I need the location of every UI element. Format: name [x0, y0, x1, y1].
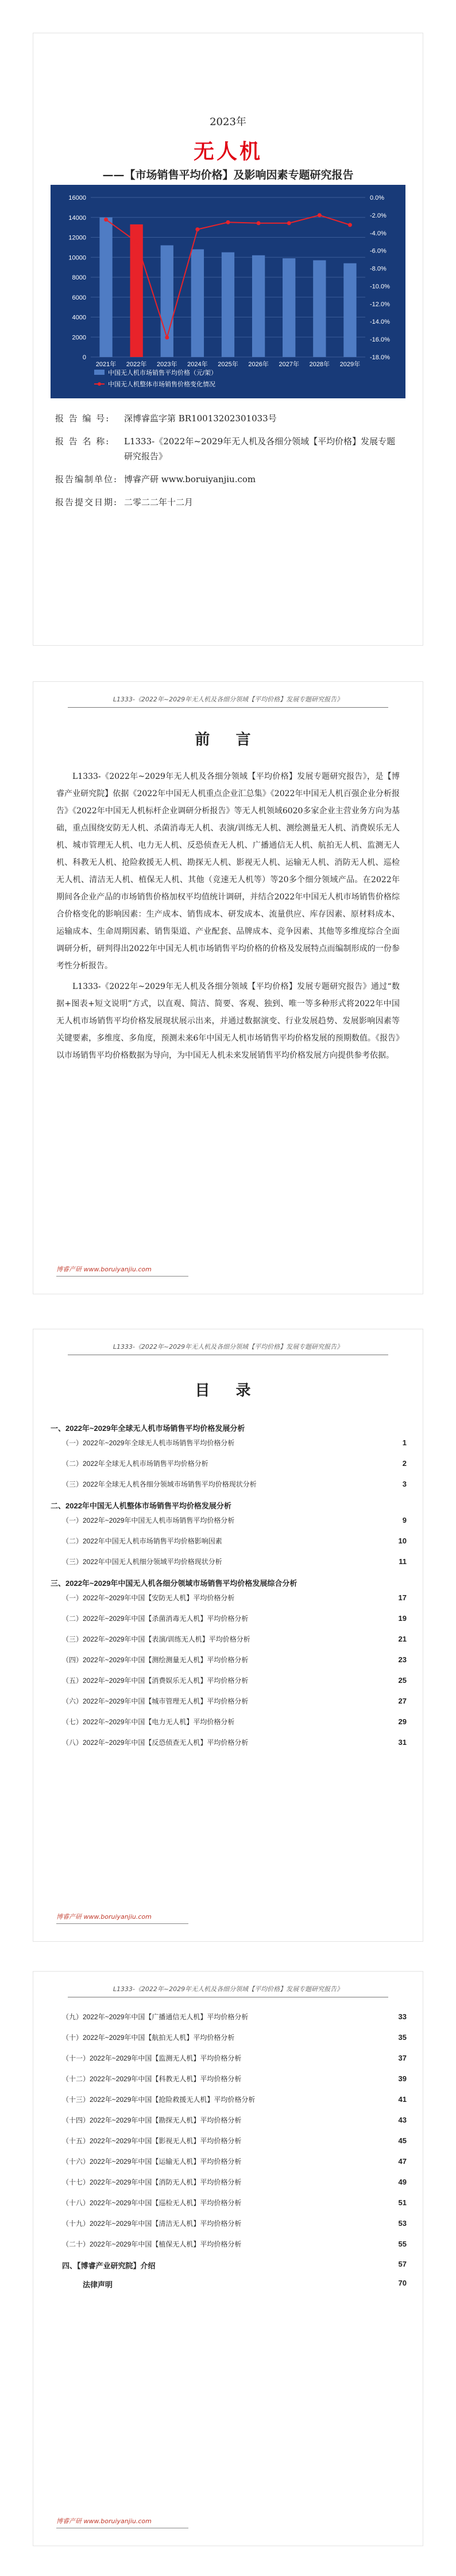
- toc-entry[interactable]: [51, 1655, 407, 1665]
- toc-entry-label: （四）2022年~2029年中国【测绘测量无人机】平均价格分析: [62, 1656, 249, 1664]
- toc-page-number: 21: [398, 1635, 407, 1643]
- y-right-tick-label: -14.0%: [370, 319, 390, 326]
- toc-page-number: 49: [398, 2178, 407, 2186]
- toc-page-number: 1: [402, 1438, 407, 1447]
- cover-subtitle: ——【市场销售平均价格】及影响因素专题研究报告: [102, 169, 354, 181]
- y-right-tick-label: -10.0%: [370, 283, 390, 290]
- toc-entry[interactable]: [51, 1613, 407, 1623]
- preface-paragraph: L1333-《2022年~2029年无人机及各细分领域【平均价格】发展专题研究报告》，是【博睿产业研究院】依据《2022年中国无人机重点企业汇总集》《2022年中国无人机百强企业分析报告》《2022年中国无人机标杆企业调研分析报告》等无人机领域6020多家企业主营业务方向为基础，重点围绕安防无人机、杀菌消毒无人机、表演/训练无人机、测绘测量无人机、消费娱乐无人机、城市管理无人机、电力无人机、反恐侦查无人机、广播通信无人机、航拍无人机、监测无人机、科教无人机、抢险救援无人机、勘探无人机、影视无人机、运输无人机、消防无人机、巡检无人机、清洁无人机、植保无人机、其他（竞速无人机等）等20多个细分领域产品。在2022年期间各企业产品的市场销售价格加权平均值统计调研，并结合2022年中国无人机市场销售价格综合价格变化的影响因素：生产成本、销售成本、研发成本、流量供应、库存因素、原材料成本、运输成本、生命周期因素、销售渠道、产业配套、品牌成本、竞争因素、其他等多维度综合全面调研分析，研判得出2022年中国无人机市场销售平均价格的价格及发展特点而编制形成的一份参考性分析报告。: [56, 772, 400, 971]
- toc-entry-label: （二）2022年~2029年中国【杀菌消毒无人机】平均价格分析: [62, 1615, 249, 1623]
- legend-marker-line: [98, 382, 101, 386]
- preface-title: 前 言: [195, 731, 261, 748]
- toc-entry[interactable]: [51, 1515, 407, 1525]
- toc-entry[interactable]: [51, 2115, 407, 2125]
- toc-entry[interactable]: [51, 1593, 407, 1603]
- line-point: [257, 221, 261, 225]
- y-right-tick-label: -8.0%: [370, 265, 387, 273]
- toc-entry-legal[interactable]: [51, 2279, 407, 2290]
- toc-entry-label: （二）2022年中国无人机市场销售平均价格影响因素: [62, 1537, 222, 1545]
- bar: [222, 253, 234, 357]
- preface-paragraph: L1333-《2022年~2029年无人机及各细分领域【平均价格】发展专题研究报告》通过“数据+图表+短文说明”方式，以直观、简洁、简要、客观、独到、唯一等多种形式将2022年中国无人机市场销售平均价格发展现状展示出来，并通过数据演变、行业发展趋势、发展影响因素等关键要素，多维度、多角度，预测未来6年中国无人机市场销售平均价格发展的预期数值。《报告》以市场销售平均价格数据为导向，为中国无人机未来发展销售平均价格发展方向提供参考依据。: [56, 982, 400, 1060]
- y-left-tick-label: 10000: [68, 254, 86, 262]
- info-label: 报 告 编 号:: [55, 413, 110, 424]
- info-value: 二零二二年十二月: [124, 497, 194, 507]
- toc-page-number: 25: [398, 1676, 407, 1685]
- cover-year: 2023年: [210, 116, 246, 128]
- toc-entry-label: （十六）2022年~2029年中国【运输无人机】平均价格分析: [62, 2158, 242, 2166]
- toc-entry-label: （十二）2022年~2029年中国【科教无人机】平均价格分析: [62, 2075, 242, 2083]
- y-right-tick-label: -18.0%: [370, 354, 390, 361]
- toc-entry[interactable]: [51, 2218, 407, 2228]
- toc-entry-label: （一）2022年~2029年中国【安防无人机】平均价格分析: [62, 1594, 235, 1602]
- toc-entry[interactable]: [51, 2032, 407, 2042]
- x-tick-label: 2025年: [218, 361, 238, 368]
- toc-page-number: 37: [398, 2054, 407, 2062]
- line-point: [287, 221, 291, 225]
- toc-page-number: 33: [398, 2012, 407, 2021]
- x-tick-label: 2028年: [309, 361, 330, 368]
- toc-entry-label: （十九）2022年~2029年中国【清洁无人机】平均价格分析: [62, 2220, 242, 2228]
- preface-page: [33, 682, 423, 1294]
- toc-entry-label: （十八）2022年~2029年中国【巡检无人机】平均价格分析: [62, 2199, 242, 2207]
- bar: [283, 258, 295, 357]
- y-right-tick-label: -12.0%: [370, 301, 390, 308]
- toc-entry-section[interactable]: [51, 2260, 407, 2271]
- toc-entry[interactable]: [51, 2094, 407, 2104]
- toc-page-number: 47: [398, 2157, 407, 2166]
- page-footer: 博睿产研 www.boruiyanjiu.com: [56, 1912, 188, 1924]
- x-tick-label: 2022年: [126, 361, 147, 368]
- toc-entry[interactable]: [51, 1675, 407, 1685]
- info-row-name: [55, 434, 400, 464]
- y-left-tick-label: 16000: [68, 195, 86, 201]
- y-left-tick-label: 2000: [72, 334, 86, 342]
- toc-entry[interactable]: [51, 1536, 407, 1546]
- bar: [252, 255, 265, 357]
- toc-continued-list: [51, 2012, 407, 2290]
- bar: [99, 218, 112, 357]
- toc-page-number: 57: [398, 2260, 407, 2268]
- toc-entry[interactable]: [51, 2198, 407, 2208]
- toc-section-heading: 三、2022年~2029年中国无人机各细分领域市场销售平均价格发展综合分析: [51, 1579, 297, 1588]
- x-tick-label: 2021年: [95, 361, 117, 368]
- x-tick-label: 2027年: [279, 361, 299, 368]
- toc-entry-label: （七）2022年~2029年中国【电力无人机】平均价格分析: [62, 1718, 235, 1726]
- toc-page-number: 3: [402, 1480, 407, 1488]
- info-value: L1333-《2022年~2029年无人机及各细分领域【平均价格】发展专题研究报告》: [124, 436, 396, 461]
- legend-swatch-bar: [94, 370, 105, 375]
- info-label: 报告编制单位:: [55, 474, 118, 484]
- y-right-tick-label: -16.0%: [370, 336, 390, 344]
- line-point: [134, 240, 138, 244]
- toc-entry[interactable]: [51, 2239, 407, 2249]
- toc-continued-page: [33, 1972, 423, 2546]
- toc-page-number: 39: [398, 2074, 407, 2083]
- toc-entry-label: （六）2022年~2029年中国【城市管理无人机】平均价格分析: [62, 1697, 249, 1705]
- toc-entry[interactable]: [51, 1634, 407, 1644]
- toc-page-number: 31: [398, 1738, 407, 1747]
- toc-entry[interactable]: [51, 1717, 407, 1727]
- toc-page-number: 9: [402, 1516, 407, 1524]
- y-left-tick-label: 14000: [68, 214, 86, 222]
- toc-page-number: 45: [398, 2136, 407, 2145]
- toc-entry-label: （十一）2022年~2029年中国【监测无人机】平均价格分析: [62, 2054, 242, 2062]
- legend-label-bar: 中国无人机市场销售平均价格（元/架）: [108, 370, 218, 377]
- bar: [130, 224, 143, 357]
- info-row-date: [55, 495, 400, 510]
- line-point: [195, 227, 199, 231]
- toc-entry[interactable]: [51, 1737, 407, 1747]
- toc-entry-label: （十七）2022年~2029年中国【消防无人机】平均价格分析: [62, 2178, 242, 2186]
- toc-entry-label: （三）2022年全球无人机各细分领域市场销售平均价格现状分析: [62, 1480, 257, 1488]
- info-row-org: [55, 472, 400, 487]
- toc-entry-label: （八）2022年~2029年中国【反恐侦查无人机】平均价格分析: [62, 1739, 249, 1747]
- toc-page-number: 17: [398, 1593, 407, 1602]
- toc-page-number: 2: [402, 1459, 407, 1468]
- running-header: L1333-《2022年~2029年无人机及各细分领域【平均价格】发展专题研究报告》: [33, 1342, 423, 1351]
- toc-section-heading: 一、2022年~2029年全球无人机市场销售平均价格发展分析: [51, 1424, 245, 1433]
- toc-page-number: 10: [398, 1537, 407, 1545]
- y-right-tick-label: -2.0%: [370, 212, 387, 219]
- toc-list: [51, 1415, 407, 1758]
- toc-page-number: 35: [398, 2033, 407, 2042]
- line-point: [226, 220, 230, 224]
- bar: [161, 245, 173, 357]
- y-left-tick-label: 6000: [72, 294, 86, 301]
- price-chart-svg: [51, 185, 405, 398]
- toc-section-heading: 二、2022年中国无人机整体市场销售平均价格发展分析: [51, 1502, 231, 1510]
- line-point: [165, 336, 169, 340]
- info-value: 博睿产研 www.boruiyanjiu.com: [124, 474, 256, 484]
- toc-page-number: 19: [398, 1614, 407, 1623]
- y-left-tick-label: 4000: [72, 314, 86, 321]
- y-left-tick-label: 8000: [72, 274, 86, 281]
- bar: [343, 263, 356, 357]
- toc-entry[interactable]: [51, 2012, 407, 2022]
- toc-page-number: 41: [398, 2095, 407, 2104]
- info-value: 深博睿监字第 BR10013202301033号: [124, 413, 277, 424]
- bar: [191, 249, 204, 357]
- toc-page-number: 70: [398, 2279, 407, 2287]
- toc-page-number: 53: [398, 2219, 407, 2228]
- toc-entry[interactable]: [51, 1479, 407, 1489]
- running-header: L1333-《2022年~2029年无人机及各细分领域【平均价格】发展专题研究报告》: [33, 1984, 423, 1993]
- legend-label-line: 中国无人机整体市场销售价格变化情况: [108, 381, 215, 388]
- toc-page-number: 11: [399, 1557, 407, 1566]
- toc-entry-label: （十四）2022年~2029年中国【勘探无人机】平均价格分析: [62, 2116, 242, 2124]
- y-right-tick-label: 0.0%: [370, 195, 385, 201]
- toc-entry[interactable]: [51, 2053, 407, 2063]
- toc-entry-label: （二）2022年全球无人机市场销售平均价格分析: [62, 1460, 208, 1468]
- toc-page-number: 27: [398, 1697, 407, 1705]
- info-row-number: [55, 411, 400, 426]
- toc-entry[interactable]: [51, 1696, 407, 1706]
- x-tick-label: 2026年: [248, 361, 269, 368]
- toc-entry-label: （三）2022年中国无人机细分领域平均价格现状分析: [62, 1558, 222, 1566]
- cover-page: [33, 33, 423, 645]
- page-footer: 博睿产研 www.boruiyanjiu.com: [56, 1264, 188, 1277]
- toc-entry-label: （十五）2022年~2029年中国【影视无人机】平均价格分析: [62, 2137, 242, 2145]
- toc-title: 目 录: [195, 1382, 261, 1399]
- line-point: [104, 218, 108, 222]
- toc-entry-label: （一）2022年~2029年全球无人机市场销售平均价格分析: [62, 1439, 235, 1447]
- page-footer: 博睿产研 www.boruiyanjiu.com: [56, 2516, 188, 2528]
- toc-entry-label: （二十）2022年~2029年中国【植保无人机】平均价格分析: [62, 2240, 242, 2248]
- cover-title: 无人机: [193, 139, 262, 164]
- y-right-tick-label: -6.0%: [370, 247, 387, 255]
- toc-entry-label: （五）2022年~2029年中国【消费娱乐无人机】平均价格分析: [62, 1677, 249, 1685]
- toc-entry-label: （十）2022年~2029年中国【航拍无人机】平均价格分析: [62, 2034, 235, 2042]
- toc-entry-label: 四、【博睿产业研究院】介绍: [62, 2261, 156, 2270]
- info-label: 报 告 名 称:: [55, 436, 110, 447]
- toc-page-number: 29: [398, 1717, 407, 1726]
- line-point: [348, 223, 352, 227]
- line-point: [318, 213, 322, 217]
- toc-page-number: 51: [398, 2198, 407, 2207]
- bar: [313, 260, 326, 357]
- toc-page: [33, 1329, 423, 1941]
- toc-page-number: 55: [398, 2240, 407, 2248]
- toc-entry-label: 法律声明: [83, 2280, 113, 2289]
- toc-entry-label: （一）2022年~2029年中国无人机市场销售平均价格分析: [62, 1516, 235, 1524]
- y-left-tick-label: 12000: [68, 234, 86, 242]
- toc-page-number: 43: [398, 2116, 407, 2124]
- info-label: 报告提交日期:: [55, 497, 118, 507]
- toc-entry[interactable]: [51, 1458, 407, 1468]
- report-info: [55, 411, 400, 518]
- toc-entry-label: （三）2022年~2029年中国【表演/训练无人机】平均价格分析: [62, 1635, 250, 1643]
- toc-entry[interactable]: [51, 2136, 407, 2146]
- toc-entry[interactable]: [51, 2074, 407, 2084]
- y-right-tick-label: -4.0%: [370, 230, 387, 237]
- x-tick-label: 2024年: [187, 361, 208, 368]
- preface-body: [56, 768, 400, 1064]
- toc-entry[interactable]: [51, 2156, 407, 2166]
- toc-entry[interactable]: [51, 1438, 407, 1448]
- toc-entry[interactable]: [51, 1557, 407, 1566]
- toc-entry[interactable]: [51, 2177, 407, 2187]
- running-header: L1333-《2022年~2029年无人机及各细分领域【平均价格】发展专题研究报告》: [33, 695, 423, 704]
- toc-entry-label: （九）2022年~2029年中国【广播通信无人机】平均价格分析: [62, 2013, 249, 2021]
- y-left-tick-label: 0: [82, 354, 86, 361]
- toc-page-number: 23: [398, 1655, 407, 1664]
- x-tick-label: 2023年: [157, 361, 177, 368]
- toc-entry-label: （十三）2022年~2029年中国【抢险救援无人机】平均价格分析: [62, 2096, 256, 2104]
- price-chart: [51, 185, 405, 398]
- x-tick-label: 2029年: [339, 361, 361, 368]
